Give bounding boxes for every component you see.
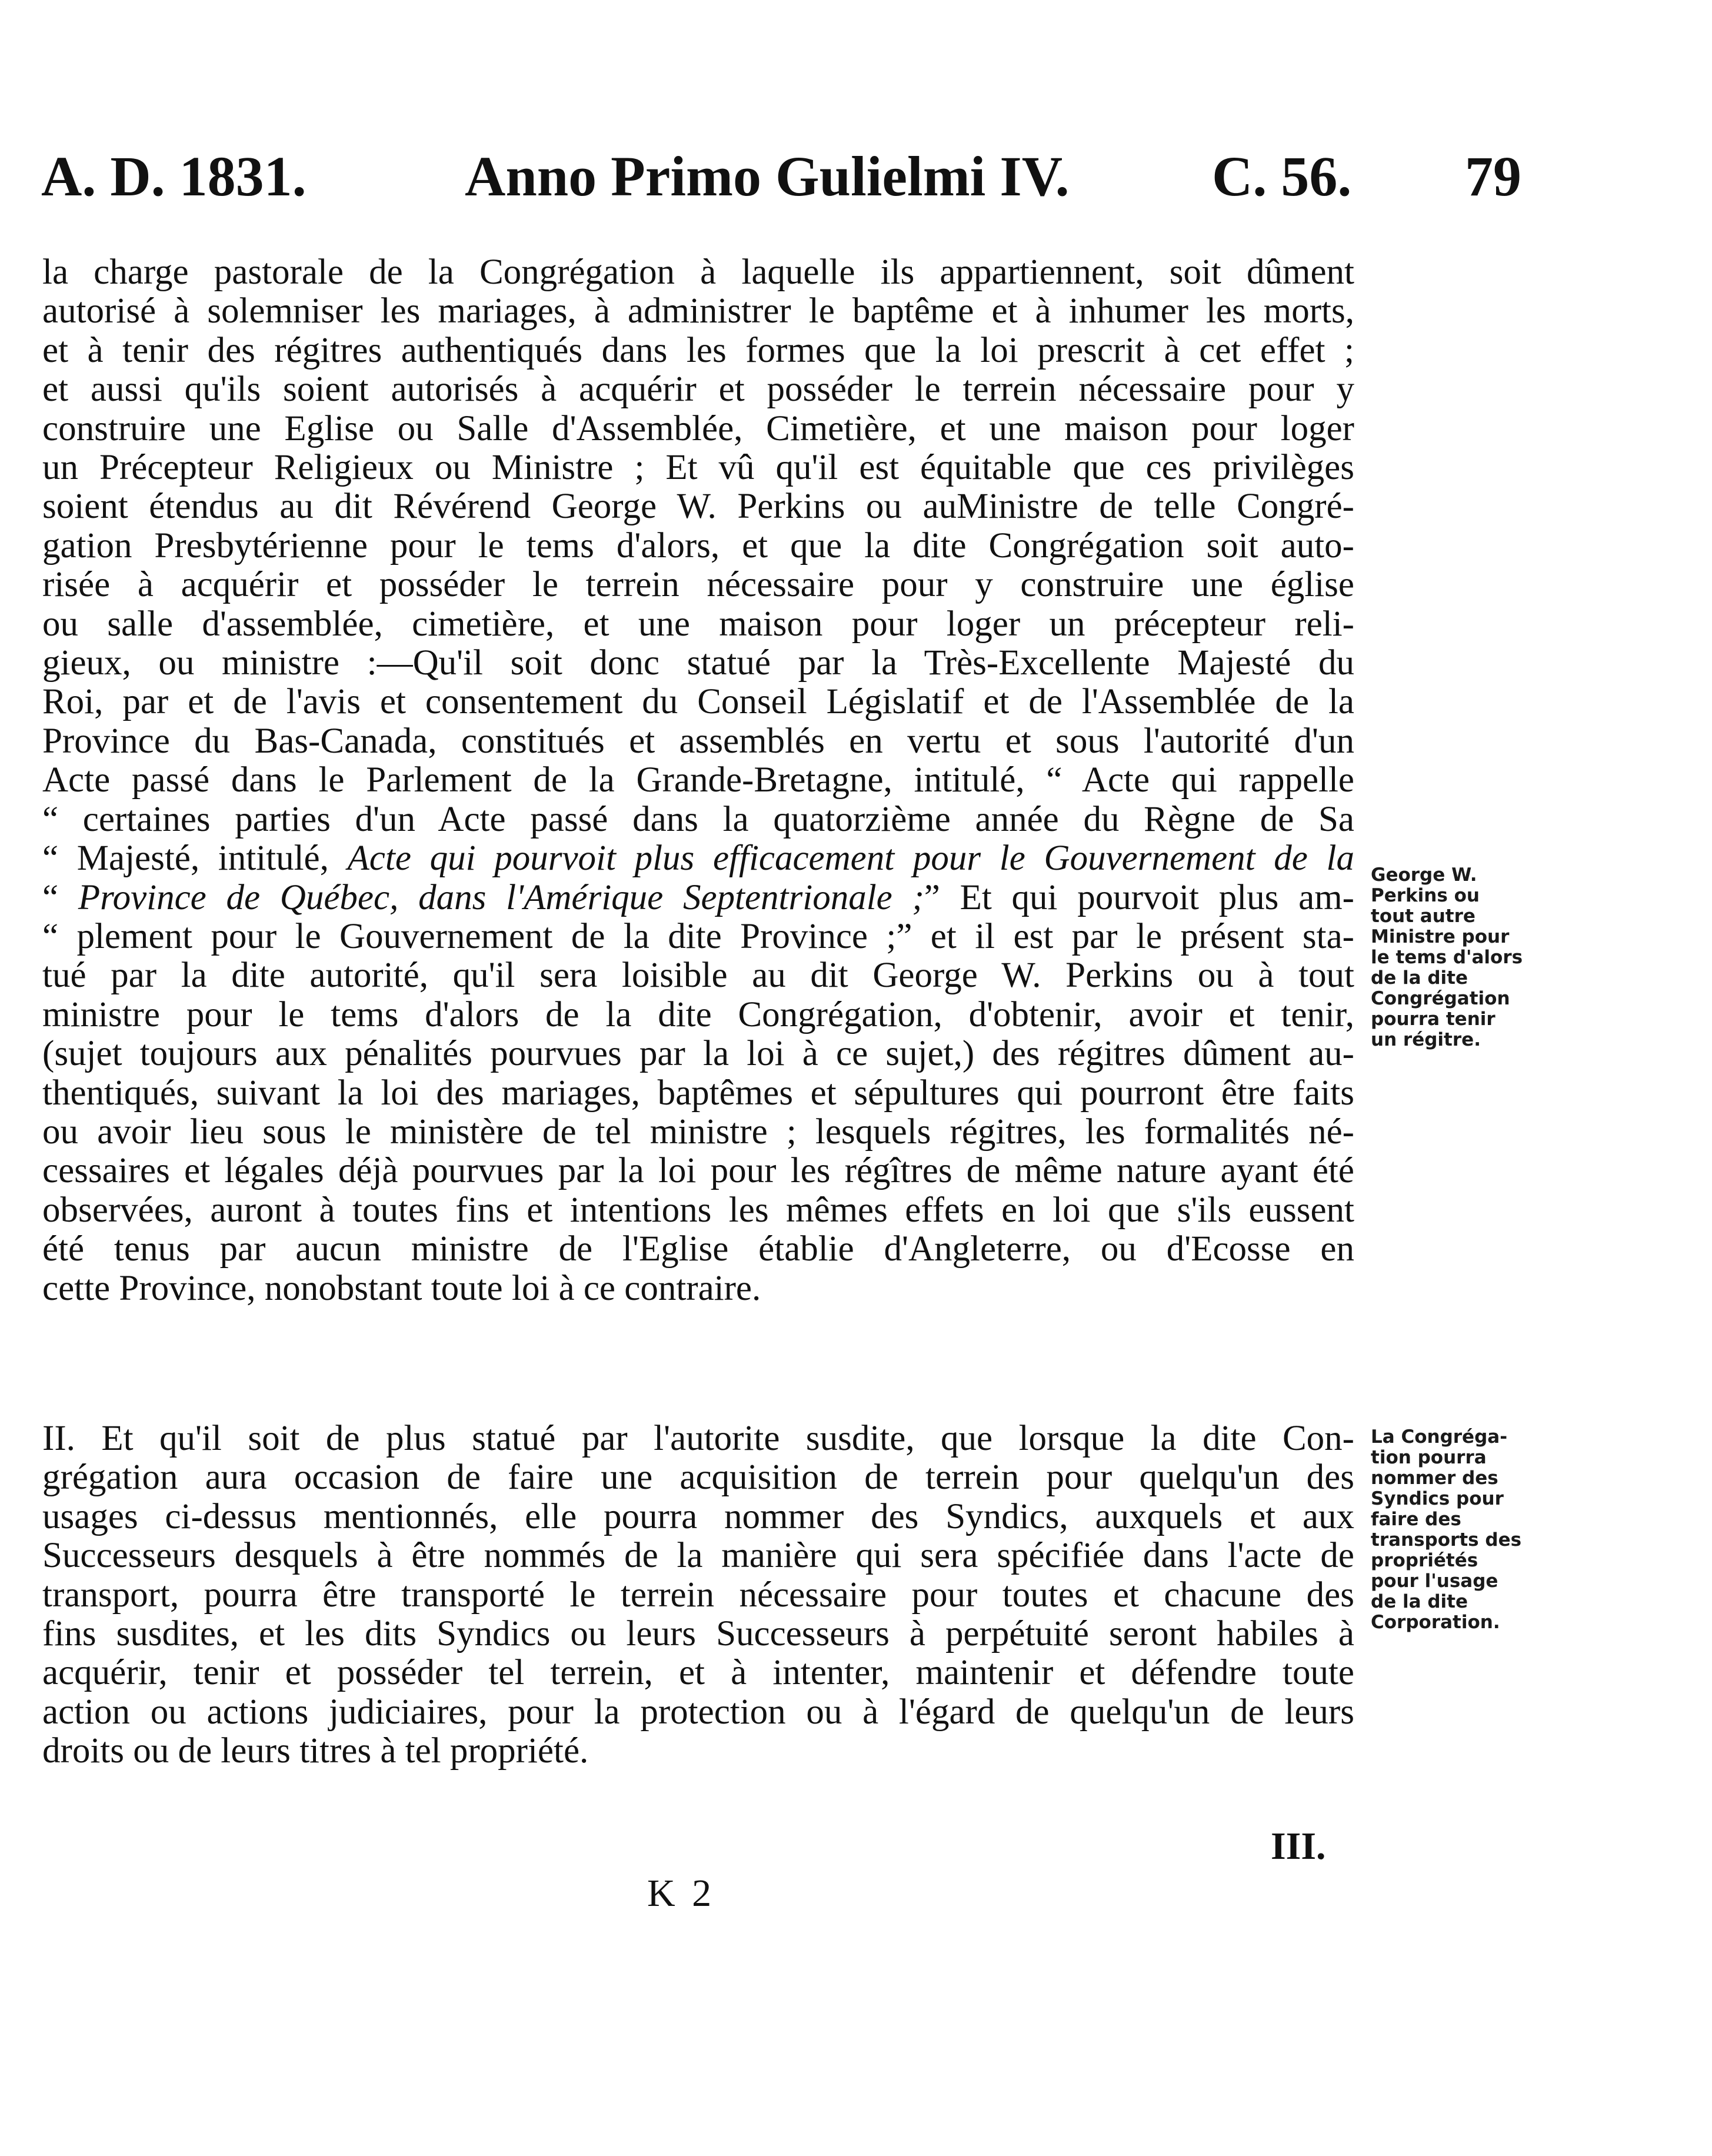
text-line: transport, pourra être transporté le terrein nécessaire pour toutes et chacune des — [42, 1575, 1354, 1615]
marginal-line: George W. — [1371, 864, 1477, 886]
act-title-italic: Province de Québec, dans l'Amérique Septentrionale ; — [78, 877, 924, 917]
signature-mark: K 2 — [647, 1872, 715, 1915]
marginal-line: pourra tenir — [1371, 1009, 1495, 1030]
marginal-line: de la dite — [1371, 1591, 1468, 1612]
text-line: tué par la dite autorité, qu'il sera loisible au dit George W. Perkins ou à tout — [42, 956, 1354, 996]
marginal-line: Syndics pour — [1371, 1488, 1504, 1509]
text-line: cette Province, nonobstant toute loi à ce contraire. — [42, 1268, 761, 1308]
text-line: usages ci-dessus mentionnés, elle pourra nommer des Syndics, auxquels et aux — [42, 1496, 1354, 1536]
header-year: A. D. 1831. — [41, 145, 307, 208]
paragraph-2 — [42, 1419, 1354, 1771]
text-line: Acte passé dans le Parlement de la Grande-Bretagne, intitulé, “ Acte qui rappelle — [42, 760, 1354, 800]
text-line: observées, auront à toutes fins et intentions les mêmes effets en loi que s'ils eussent — [42, 1190, 1354, 1230]
page-number: 79 — [1465, 145, 1521, 208]
header-chapter: C. 56. — [1212, 145, 1352, 208]
marginal-line: nommer des — [1371, 1468, 1498, 1489]
text-line: gation Presbytérienne pour le tems d'alors, et que la dite Congrégation soit auto- — [42, 525, 1354, 565]
text-line: thentiqués, suivant la loi des mariages, baptêmes et sépultures qui pourront être faits — [42, 1073, 1354, 1113]
marginal-line: le tems d'alors — [1371, 947, 1523, 968]
text-line: ou salle d'assemblée, cimetière, et une maison pour loger un précepteur reli- — [42, 604, 1354, 644]
marginal-line: Corporation. — [1371, 1612, 1500, 1633]
text-line: autorisé à solemniser les mariages, à administrer le baptême et à inhumer les morts, — [42, 291, 1354, 331]
marginal-line: faire des — [1371, 1509, 1461, 1530]
text-line: ou avoir lieu sous le ministère de tel ministre ; lesquels régitres, les formalités né- — [42, 1112, 1354, 1152]
text-line: ministre pour le tems d'alors de la dite Congrégation, d'obtenir, avoir et tenir, — [42, 994, 1354, 1034]
text-line: la charge pastorale de la Congrégation à laquelle ils appartiennent, soit dûment — [42, 252, 1354, 292]
paragraph-1 — [42, 253, 1354, 1308]
line-start: “ — [42, 877, 78, 917]
marginal-line: Perkins ou — [1371, 885, 1480, 906]
marginal-line: pour l'usage — [1371, 1571, 1498, 1592]
line-start: “ Majesté, intitulé, — [42, 839, 348, 879]
text-line — [42, 839, 1354, 878]
text-line: un Précepteur Religieux ou Ministre ; Et vû qu'il est équitable que ces privilèges — [42, 448, 1354, 488]
text-line: Successeurs desquels à être nommés de la manière qui sera spécifiée dans l'acte de — [42, 1536, 1354, 1576]
text-line: et aussi qu'ils soient autorisés à acquérir et posséder le terrein nécessaire pour y — [42, 370, 1354, 410]
text-line: cessaires et légales déjà pourvues par la loi pour les régîtres de même nature ayant été — [42, 1151, 1354, 1191]
header-title: Anno Primo Gulielmi IV. — [465, 145, 1070, 208]
marginal-line: tion pourra — [1371, 1447, 1487, 1468]
catchword: III. — [1271, 1825, 1326, 1868]
text-line: Roi, par et de l'avis et consentement du Conseil Législatif et de l'Assemblée de la — [42, 682, 1354, 722]
marginal-line: propriétés — [1371, 1550, 1478, 1571]
marginal-line: un régitre. — [1371, 1029, 1481, 1050]
text-line: action ou actions judiciaires, pour la protection ou à l'égard de quelqu'un de leurs — [42, 1692, 1354, 1732]
marginal-line: transports des — [1371, 1529, 1522, 1551]
text-line: été tenus par aucun ministre de l'Eglise établie d'Angleterre, ou d'Ecosse en — [42, 1229, 1354, 1269]
running-head — [41, 135, 1547, 218]
text-line: droits ou de leurs titres à tel propriété. — [42, 1731, 589, 1771]
text-line: “ plement pour le Gouvernement de la dite Province ;” et il est par le présent sta- — [42, 916, 1354, 956]
text-line: grégation aura occasion de faire une acquisition de terrein pour quelqu'un des — [42, 1458, 1354, 1498]
text-line: soient étendus au dit Révérend George W. Perkins ou auMinistre de telle Congré- — [42, 487, 1354, 527]
text-line: II. Et qu'il soit de plus statué par l'autorite susdite, que lorsque la dite Con- — [42, 1419, 1354, 1458]
marginal-line: Congrégation — [1371, 988, 1510, 1009]
text-line: fins susdites, et les dits Syndics ou leurs Successeurs à perpétuité seront habiles à — [42, 1614, 1354, 1654]
marginal-note-2 — [1371, 1427, 1547, 1633]
text-line: Province du Bas-Canada, constitués et assemblés en vertu et sous l'autorité d'un — [42, 721, 1354, 761]
text-line: gieux, ou ministre :—Qu'il soit donc statué par la Très-Excellente Majesté du — [42, 643, 1354, 683]
text-line: construire une Eglise ou Salle d'Assemblée, Cimetière, et une maison pour loger — [42, 408, 1354, 448]
text-line: “ certaines parties d'un Acte passé dans la quatorzième année du Règne de Sa — [42, 799, 1354, 839]
text-line: (sujet toujours aux pénalités pourvues par la loi à ce sujet,) des régitres dûment au- — [42, 1034, 1354, 1074]
text-line: risée à acquérir et posséder le terrein nécessaire pour y construire une église — [42, 565, 1354, 605]
marginal-note-1 — [1371, 865, 1547, 1050]
text-line — [42, 879, 1354, 917]
line-end: ” Et qui pourvoit plus am- — [924, 877, 1354, 917]
marginal-line: La Congréga- — [1371, 1426, 1508, 1448]
marginal-line: Ministre pour — [1371, 926, 1510, 947]
marginal-line: de la dite — [1371, 967, 1468, 989]
act-title-italic: Acte qui pourvoit plus efficacement pour le Gouvernement de la — [347, 839, 1354, 879]
text-line: acquérir, tenir et posséder tel terrein, et à intenter, maintenir et défendre toute — [42, 1653, 1354, 1693]
marginal-line: tout autre — [1371, 906, 1475, 927]
text-line: et à tenir des régitres authentiqués dans les formes que la loi prescrit à cet effet ; — [42, 330, 1354, 370]
